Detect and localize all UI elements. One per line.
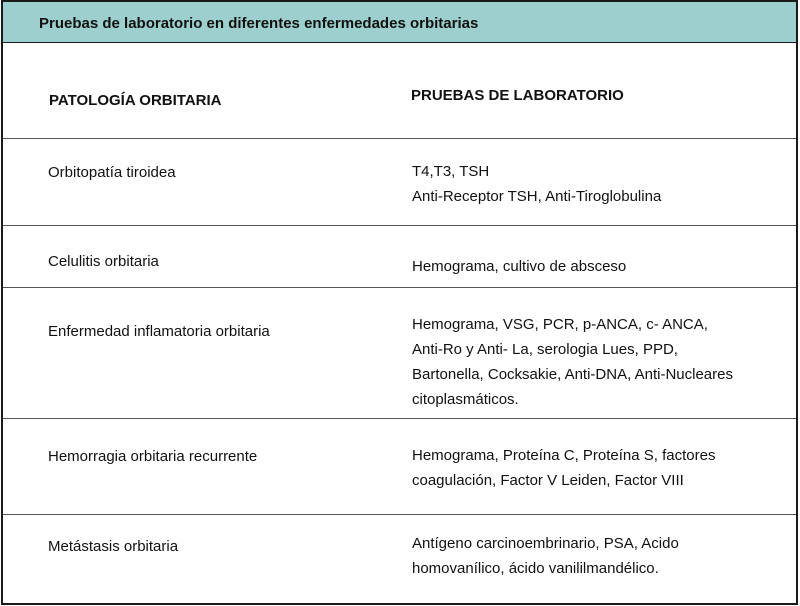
test-line: coagulación, Factor V Leiden, Factor VIII	[412, 472, 684, 489]
table-frame	[1, 0, 798, 605]
table-row	[3, 139, 796, 226]
row-pathology: Orbitopatía tiroidea	[48, 164, 176, 181]
row-pathology: Enfermedad inflamatoria orbitaria	[48, 323, 270, 340]
test-line: Anti-Receptor TSH, Anti-Tiroglobulina	[412, 188, 662, 205]
test-line: Bartonella, Cocksakie, Anti-DNA, Anti-Nucleares	[412, 366, 733, 383]
test-line: Hemograma, VSG, PCR, p-ANCA, c- ANCA,	[412, 316, 708, 333]
table-row	[3, 226, 796, 288]
table-row	[3, 419, 796, 515]
row-tests	[412, 159, 661, 209]
row-tests	[412, 531, 679, 581]
header-pathology: PATOLOGÍA ORBITARIA	[49, 92, 222, 109]
table-row	[3, 288, 796, 419]
table-title-bar	[3, 2, 796, 43]
test-line: Hemograma, cultivo de absceso	[412, 258, 627, 275]
table-header-row	[3, 43, 796, 139]
test-line: homovanílico, ácido vanililmandélico.	[412, 560, 659, 577]
test-line: Hemograma, Proteína C, Proteína S, factores	[412, 447, 716, 464]
table-row	[3, 515, 796, 603]
header-lab-tests: PRUEBAS DE LABORATORIO	[411, 87, 624, 104]
row-pathology: Hemorragia orbitaria recurrente	[48, 448, 258, 465]
row-pathology: Celulitis orbitaria	[48, 253, 159, 270]
test-line: Anti-Ro y Anti- La, serologia Lues, PPD,	[412, 341, 678, 358]
row-tests	[412, 254, 626, 279]
row-tests	[412, 312, 733, 412]
table-title: Pruebas de laboratorio en diferentes enfermedades orbitarias	[39, 15, 479, 32]
test-line: citoplasmáticos.	[412, 391, 519, 408]
row-pathology: Metástasis orbitaria	[48, 538, 179, 555]
test-line: T4,T3, TSH	[412, 163, 490, 180]
row-tests	[412, 443, 715, 493]
test-line: Antígeno carcinoembrinario, PSA, Acido	[412, 535, 679, 552]
